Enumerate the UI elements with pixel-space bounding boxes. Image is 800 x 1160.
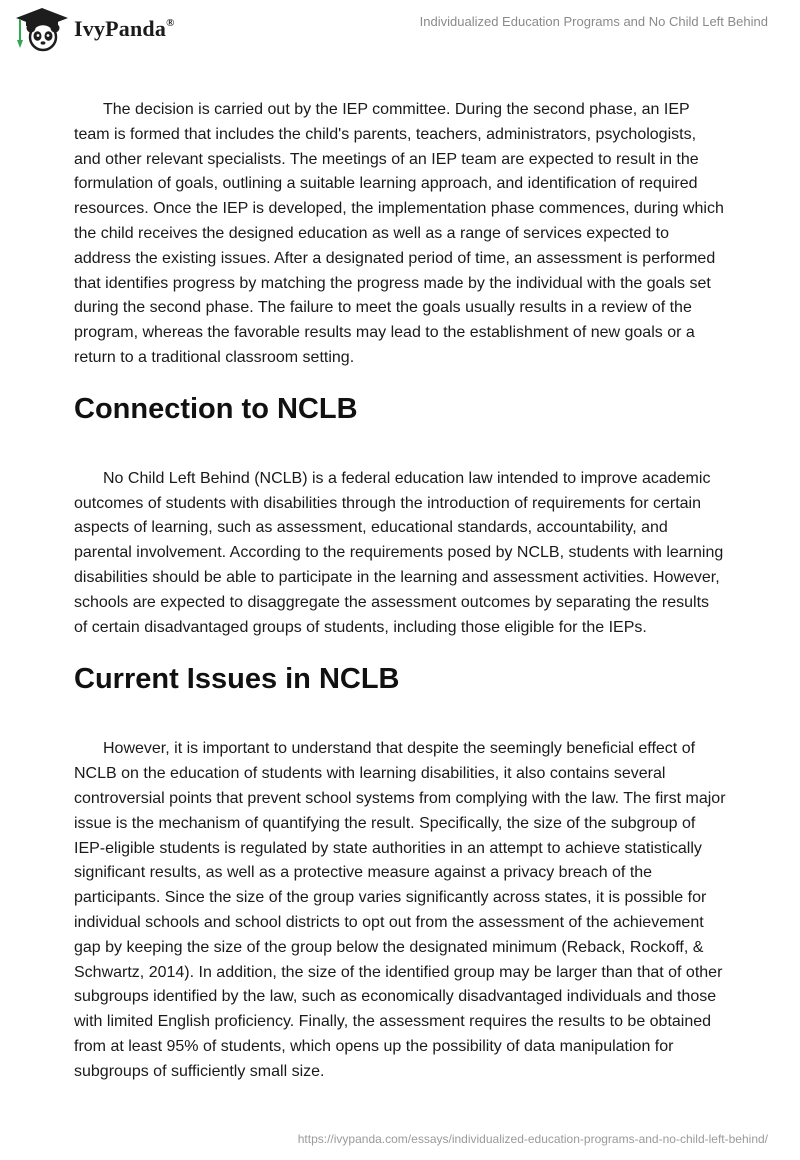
page-header	[0, 0, 800, 70]
brand-logo[interactable]	[12, 6, 175, 52]
source-url[interactable]: https://ivypanda.com/essays/individualized-education-programs-and-no-child-left-behind/	[297, 1132, 768, 1146]
document-title: Individualized Education Programs and No Child Left Behind	[419, 14, 768, 29]
essay-body	[74, 98, 726, 1085]
brand-name: IvyPanda®	[74, 16, 175, 41]
paragraph-nclb-issues: However, it is important to understand that despite the seemingly beneficial effect of NCLB on the education of students with learning disabilities, it also contains several controversial points that prevent school systems from complying with the law. The first major issue is the mechanism of quantifying the result. Specifically, the size of the subgroup of IEP-eligible students is regulated by state authorities in an attempt to achieve statistically significant results, as well as a protective measure against a privacy breach of the participants. Since the size of the group varies significantly across states, it is possible for individual schools and school districts to opt out from the assessment of the achievement gap by keeping the size of the group below the designated minimum (Reback, Rockoff, & Schwartz, 2014). In addition, the size of the identified group may be larger than that of other subgroups identified by the law, such as economically disadvantaged individuals and those with limited English proficiency. Finally, the assessment requires the results to be obtained from at least 95% of students, which opens up the possibility of data manipulation for subgroups of sufficiently small size.	[74, 740, 726, 1080]
heading-current-issues-nclb: Current Issues in NCLB	[74, 663, 400, 696]
panda-graduation-cap-icon	[12, 6, 70, 52]
heading-connection-to-nclb: Connection to NCLB	[74, 392, 358, 425]
paragraph-iep-process: The decision is carried out by the IEP committee. During the second phase, an IEP team is formed that includes the child's parents, teachers, administrators, psychologists, and other relevant specialists. The meetings of an IEP team are expected to result in the formulation of goals, outlining a suitable learning approach, and identification of required resources. Once the IEP is developed, the implementation phase commences, during which the child receives the designed education as well as a range of services expected to address the existing issues. After a designated period of time, an assessment is performed that identifies progress by matching the progress made by the individual with the goals set during the second phase. The failure to meet the goals usually results in a review of the program, whereas the favorable results may lead to the establishment of new goals or a return to a traditional classroom setting.	[74, 101, 724, 366]
paragraph-nclb-connection: No Child Left Behind (NCLB) is a federal education law intended to improve academic outcomes of students with disabilities through the introduction of requirements for certain aspects of learning, such as assessment, educational standards, accountability, and parental involvement. According to the requirements posed by NCLB, students with learning disabilities should be able to participate in the learning and assessment activities. However, schools are expected to disaggregate the assessment outcomes by separating the results of certain disadvantaged groups of students, including those eligible for the IEPs.	[74, 469, 724, 636]
